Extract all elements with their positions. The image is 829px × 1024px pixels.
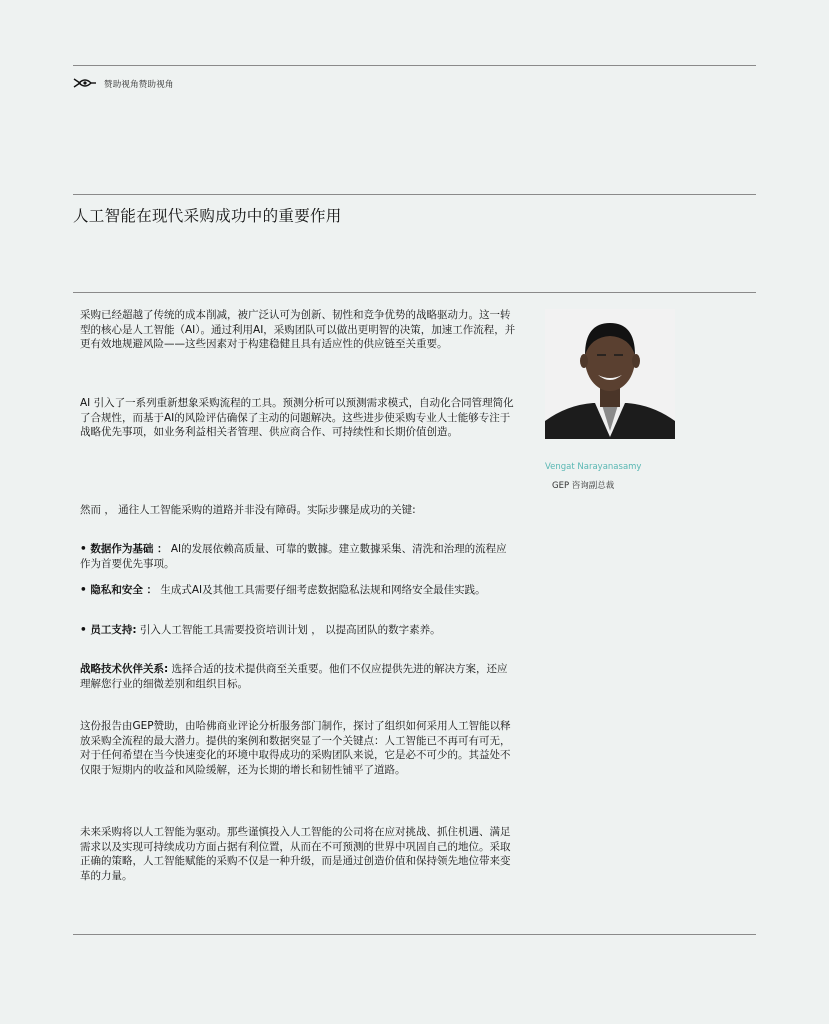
bullet-staff [80,623,516,638]
bullet-text: 生成式AI及其他工具需要仔细考虑数据隐私法规和网络安全最佳实践。 [157,584,486,596]
bullet-label: • 数据作为基础 ： [80,543,168,555]
bottom-rule [73,934,756,935]
title-top-rule [73,194,756,195]
brand-header [73,74,174,93]
partnership-text: 选择合适的技术提供商至关重要。他们不仅应提供先进的解决方案，还应理解您行业的细微差别和组织目标。 [80,663,508,690]
paragraph-tools: AI 引入了一系列重新想象采购流程的工具。预测分析可以预测需求模式，自动化合同管理简化了合规性，而基于AI的风险评估确保了主动的问题解决。这些进步使采购专业人士能够专注于战略优先事项，如业务利益相关者管理、供应商合作、可持续性和长期价值创造。 [80,397,514,438]
paragraph-partnership [80,662,516,691]
author-name: Vengat Narayanasamy [545,462,642,472]
paragraph-future: 未来采购将以人工智能为驱动。那些谨慎投入人工智能的公司将在应对挑战、抓住机遇、满足需求以及实现可持续成功方面占据有利位置，从而在不可预测的世界中巩固自己的地位。采取正确的策略，人工智能赋能的采购不仅是一种升级，而是通过创造价值和保持领先地位带来变革的力量。 [80,826,511,882]
bullet-label: • 隐私和安全 ： [80,584,158,596]
page-title: 人工智能在现代采购成功中的重要作用 [73,207,342,225]
bullet-privacy [80,583,516,598]
bullet-text: 引入人工智能工具需要投资培训计划 ， 以提高团队的数字素养。 [136,624,441,636]
top-rule [73,65,756,66]
author-photo [545,309,675,439]
partnership-label: 战略技术伙伴关系: [80,663,169,675]
bullet-data [80,542,516,571]
paragraph-obstacles: 然而 ， 通往人工智能采购的道路并非没有障碍。实际步骤是成功的关键: [80,504,416,516]
bullet-text: AI的发展依赖高质量、可靠的數據。建立數據采集、清洗和治理的流程应作为首要优先事项。 [80,543,507,570]
title-bottom-rule [73,292,756,293]
brand-label: 赞助视角赞助视角 [104,79,174,90]
bullet-label: • 员工支持: [80,624,137,636]
paragraph-report: 这份报告由GEP赞助，由哈佛商业评论分析服务部门制作，探讨了组织如何采用人工智能以释放采购全流程的最大潜力。提供的案例和数据突显了一个关键点：人工智能已不再可有可无，对于任何希望在当今快速变化的环境中取得成功的采购团队来说，它是必不可少的。其益处不仅限于短期内的收益和风险缓解，还为长期的增长和韧性铺平了道路。 [80,720,511,776]
paragraph-intro: 采购已经超越了传统的成本削减，被广泛认可为创新、韧性和竞争优势的战略驱动力。这一转型的核心是人工智能（AI）。通过利用AI，采购团队可以做出更明智的决策，加速工作流程，并更有效地规避风险——这些因素对于构建稳健且具有适应性的供应链至关重要。 [80,309,516,350]
logo-icon [73,74,97,93]
author-role: GEP 咨询副总裁 [552,481,615,491]
